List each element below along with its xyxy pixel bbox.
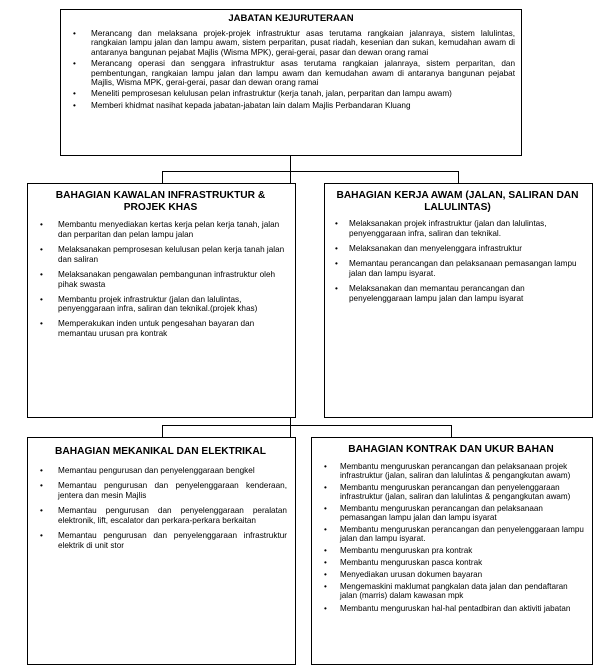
list-item: • Membantu menguruskan perancangan dan pelaksanaan projek infrastruktur (jalan, saliran dan lalulintas & pengangkutan awam) [318,462,584,480]
connector-lower-horizontal [162,425,452,426]
bahagian-kawalan-infrastruktur-title: BAHAGIAN KAWALAN INFRASTRUKTUR & PROJEK KHAS [55,190,266,213]
list-item: • Melaksanakan pengawalan pembangunan infrastruktur oleh pihak swasta [34,270,287,290]
bahagian-mekanikal-elektrikal-title: BAHAGIAN MEKANIKAL DAN ELEKTRIKAL [55,446,266,457]
bahagian-kerja-awam-title: BAHAGIAN KERJA AWAM (JALAN, SALIRAN DAN LALULINTAS) [336,190,579,213]
bahagian-mekanikal-elektrikal-box [27,437,296,665]
connector-upper-right-drop [458,171,459,183]
list-item: • Memantau pengurusan dan penyelenggaraan infrastruktur elektrik di unit stor [34,531,287,551]
list-item: • Membantu menyediakan kertas kerja pelan kerja tanah, jalan dan perparitan dan pelan lampu jalan [34,220,287,240]
connector-upper-horizontal [162,171,459,172]
connector-upper-left-drop [162,171,163,183]
list-item: • Memperakukan inden untuk pengesahan bayaran dan memantau urusan pra kontrak [34,319,287,339]
jabatan-kejuruteraan-list [67,29,515,110]
bahagian-kerja-awam-box [324,183,593,418]
list-item: • Menyediakan urusan dokumen bayaran [318,570,584,579]
list-item: • Membantu menguruskan hal-hal pentadbiran dan aktiviti jabatan [318,604,584,613]
bahagian-kontrak-ukur-bahan-list [318,462,584,613]
connector-lower-left-drop [162,425,163,437]
list-item: • Memantau perancangan dan pelaksanaan pemasangan lampu jalan dan lampu isyarat. [331,259,584,279]
jabatan-kejuruteraan-box [60,9,522,156]
list-item: • Membantu menguruskan pra kontrak [318,546,584,555]
list-item: • Membantu menguruskan pasca kontrak [318,558,584,567]
list-item: • Melaksanakan pemprosesan kelulusan pelan kerja tanah jalan dan saliran [34,245,287,265]
bahagian-kontrak-ukur-bahan-title: BAHAGIAN KONTRAK DAN UKUR BAHAN [348,444,554,455]
jabatan-kejuruteraan-title: JABATAN KEJURUTERAAN [228,13,354,24]
list-item: • Merancang operasi dan senggara infrastruktur asas terutama rangkaian jalanraya, sistem perparitan, dan pembentungan, rangkaian lampu jalan dan lampu awam dan kemudahan awam di antaranya bangunan pejabat Majlis, Wisma MPK, gerai-gerai, pasar dan dewan orang ramai [67,59,515,87]
list-item: • Membantu menguruskan perancangan dan penyelenggaraan infrastruktur (jalan, saliran dan lalulintas & pengangkutan awam) [318,483,584,501]
connector-lower-right-drop [451,425,452,437]
bahagian-mekanikal-elektrikal-list [34,466,287,551]
list-item: • Melaksanakan projek infrastruktur (jalan dan lalulintas, penyenggaraan infra, saliran dan teknikal. [331,219,584,239]
list-item: • Melaksanakan dan menyelenggara infrastruktur [331,244,584,254]
list-item: • Merancang dan melaksana projek-projek infrastruktur asas terutama rangkaian jalanraya, sistem lalulintas, rangkaian lampu jalan dan lampu awam, sistem perparitan, pusat riadah, kesenian dan sukan, kemudahan awam di antaranya bangunan pejabat Majlis (Wisma MPK), gerai-gerai, pasar dan dewan orang ramai [67,29,515,57]
list-item: • Memantau pengurusan dan penyelenggaraan bengkel [34,466,287,476]
bahagian-kontrak-ukur-bahan-box [311,437,593,665]
list-item: • Meneliti pemprosesan kelulusan pelan infrastruktur (kerja tanah, jalan, perparitan dan lampu awam) [67,89,515,98]
list-item: • Melaksanakan dan memantau perancangan dan penyelenggaraan lampu jalan dan lampu isyarat [331,284,584,304]
bahagian-kawalan-infrastruktur-box [27,183,296,418]
list-item: • Membantu projek infrastruktur (jalan dan lalulintas, penyenggaraan infra, saliran dan teknikal.(projek khas) [34,295,287,315]
list-item: • Membantu menguruskan perancangan dan penyelenggaraan lampu jalan dan lampu isyarat. [318,525,584,543]
list-item: • Memantau pengurusan dan penyelenggaraan peralatan elektronik, lift, escalator dan perkara-perkara berkaitan [34,506,287,526]
list-item: • Mengemaskini maklumat pangkalan data jalan dan pendaftaran jalan (marris) dalam kawasan mpk [318,582,584,600]
list-item: • Membantu menguruskan perancangan dan pelaksanaan pemasangan lampu jalan dan lampu isyarat [318,504,584,522]
bahagian-kawalan-infrastruktur-list [34,220,287,338]
list-item: • Memberi khidmat nasihat kepada jabatan-jabatan lain dalam Majlis Perbandaran Kluang [67,101,515,110]
bahagian-kerja-awam-list [331,219,584,303]
list-item: • Memantau pengurusan dan penyelenggaraan kenderaan, jentera dan mesin Majlis [34,481,287,501]
